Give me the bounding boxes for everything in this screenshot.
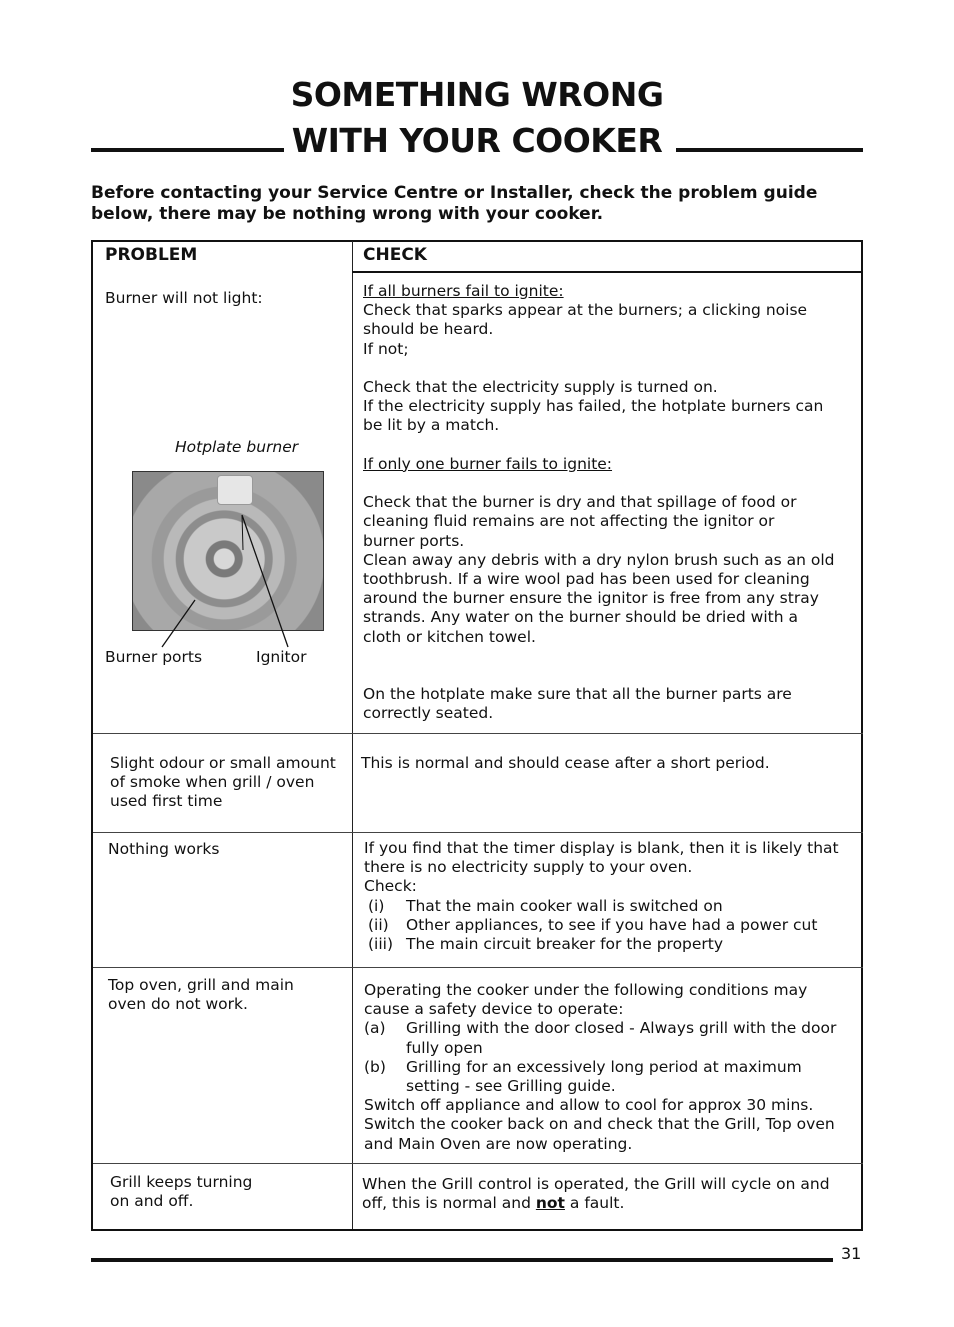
problem-nothing-works: Nothing works: [108, 840, 220, 858]
problem-line: of smoke when grill / oven: [110, 773, 315, 792]
check-line: correctly seated.: [363, 704, 494, 723]
check-line: Check:: [364, 877, 417, 896]
page-title-line2: WITH YOUR COOKER: [291, 121, 663, 160]
problem-burner-not-light: Burner will not light:: [105, 289, 263, 307]
problem-line: oven do not work.: [108, 995, 248, 1014]
check-line: Check that the electricity supply is turned on.: [363, 378, 718, 396]
burner-ports-pointer: [162, 600, 195, 647]
check-line: cause a safety device to operate:: [364, 1000, 624, 1019]
problem-grill-cycling: [110, 1173, 252, 1211]
page-title-line1: SOMETHING WRONG: [290, 75, 664, 114]
figure-pointer-lines: [140, 495, 320, 655]
row-divider: [93, 733, 863, 734]
check-line: be lit by a match.: [363, 416, 500, 435]
problem-ovens-not-work: [108, 976, 294, 1014]
problem-line: Slight odour or small amount: [110, 754, 336, 772]
check-line: there is no electricity supply to your oven.: [364, 858, 693, 877]
figure-caption: Hotplate burner: [175, 438, 299, 456]
check-line: cleaning fluid remains are not affecting the ignitor or: [363, 512, 775, 531]
problem-line: Grill keeps turning: [110, 1173, 253, 1191]
label-ignitor: Ignitor: [256, 648, 307, 666]
row-divider: [93, 967, 863, 968]
label-burner-ports: Burner ports: [105, 648, 203, 666]
column-header-check: CHECK: [363, 245, 427, 265]
check-line: burner ports.: [363, 531, 465, 550]
check-line: When the Grill control is operated, the Grill will cycle on and: [362, 1175, 830, 1193]
check-nothing-works: [364, 839, 859, 954]
row-divider: [93, 832, 863, 833]
list-item: (i) That the main cooker wall is switched on: [368, 896, 723, 915]
check-line: should be heard.: [363, 320, 494, 339]
problem-line: on and off.: [110, 1192, 194, 1211]
problem-line: Top oven, grill and main: [108, 976, 294, 994]
column-divider: [352, 241, 353, 1229]
check-ovens-not-work: [364, 981, 859, 1154]
check-line: toothbrush. If a wire wool pad has been used for cleaning: [363, 570, 810, 588]
check-line: On the hotplate make sure that all the burner parts are: [363, 685, 792, 704]
check-line: Check that sparks appear at the burners; a clicking noise: [363, 301, 808, 320]
title-rule-left: [91, 148, 284, 152]
title-rule-right: [676, 148, 863, 152]
list-item: (ii) Other appliances, to see if you have had a power cut: [368, 915, 818, 934]
problem-line: used first time: [110, 792, 223, 811]
check-heading: If only one burner fails to ignite:: [363, 454, 613, 473]
check-line: If you find that the timer display is blank, then it is likely that: [364, 839, 839, 857]
ignitor-pointer-2: [242, 515, 243, 550]
check-line: If the electricity supply has failed, the hotplate burners can: [363, 397, 824, 416]
check-line: cloth or kitchen towel.: [363, 627, 536, 646]
check-heading: If all burners fail to ignite:: [363, 282, 564, 300]
check-line: Clean away any debris with a dry nylon brush such as an old: [363, 550, 835, 569]
footer-rule: [91, 1258, 833, 1262]
check-odour: This is normal and should cease after a short period.: [361, 754, 770, 772]
page-number: 31: [841, 1244, 862, 1263]
check-line: If not;: [363, 339, 409, 358]
check-burner-not-light: [363, 282, 858, 724]
ignitor-pointer: [242, 515, 288, 647]
problem-odour: [110, 754, 336, 812]
list-item: (a) Grilling with the door closed - Always grill with the door fully open: [364, 1019, 837, 1057]
check-line: Operating the cooker under the following conditions may: [364, 981, 808, 999]
check-line: strands. Any water on the burner should be dried with a: [363, 608, 798, 627]
column-header-problem: PROBLEM: [105, 245, 198, 265]
check-line: off, this is normal and not a fault.: [362, 1194, 625, 1213]
check-line: around the burner ensure the ignitor is free from any stray: [363, 589, 819, 608]
check-line: Check that the burner is dry and that spillage of food or: [363, 493, 797, 512]
intro-text: Before contacting your Service Centre or Installer, check the problem guide below, there may be nothing wrong with your cooker.: [91, 183, 818, 224]
check-line: Switch the cooker back on and check that the Grill, Top oven: [364, 1115, 835, 1134]
header-rule: [352, 271, 863, 273]
list-item: (iii) The main circuit breaker for the property: [368, 935, 724, 954]
check-grill-cycling: [362, 1175, 857, 1213]
row-divider: [93, 1163, 863, 1164]
emphasis-not: not: [535, 1194, 565, 1213]
list-item: (b) Grilling for an excessively long period at maximum setting - see Grilling guide.: [364, 1057, 802, 1096]
check-line: Switch off appliance and allow to cool for approx 30 mins.: [364, 1096, 814, 1115]
check-line: and Main Oven are now operating.: [364, 1134, 633, 1153]
